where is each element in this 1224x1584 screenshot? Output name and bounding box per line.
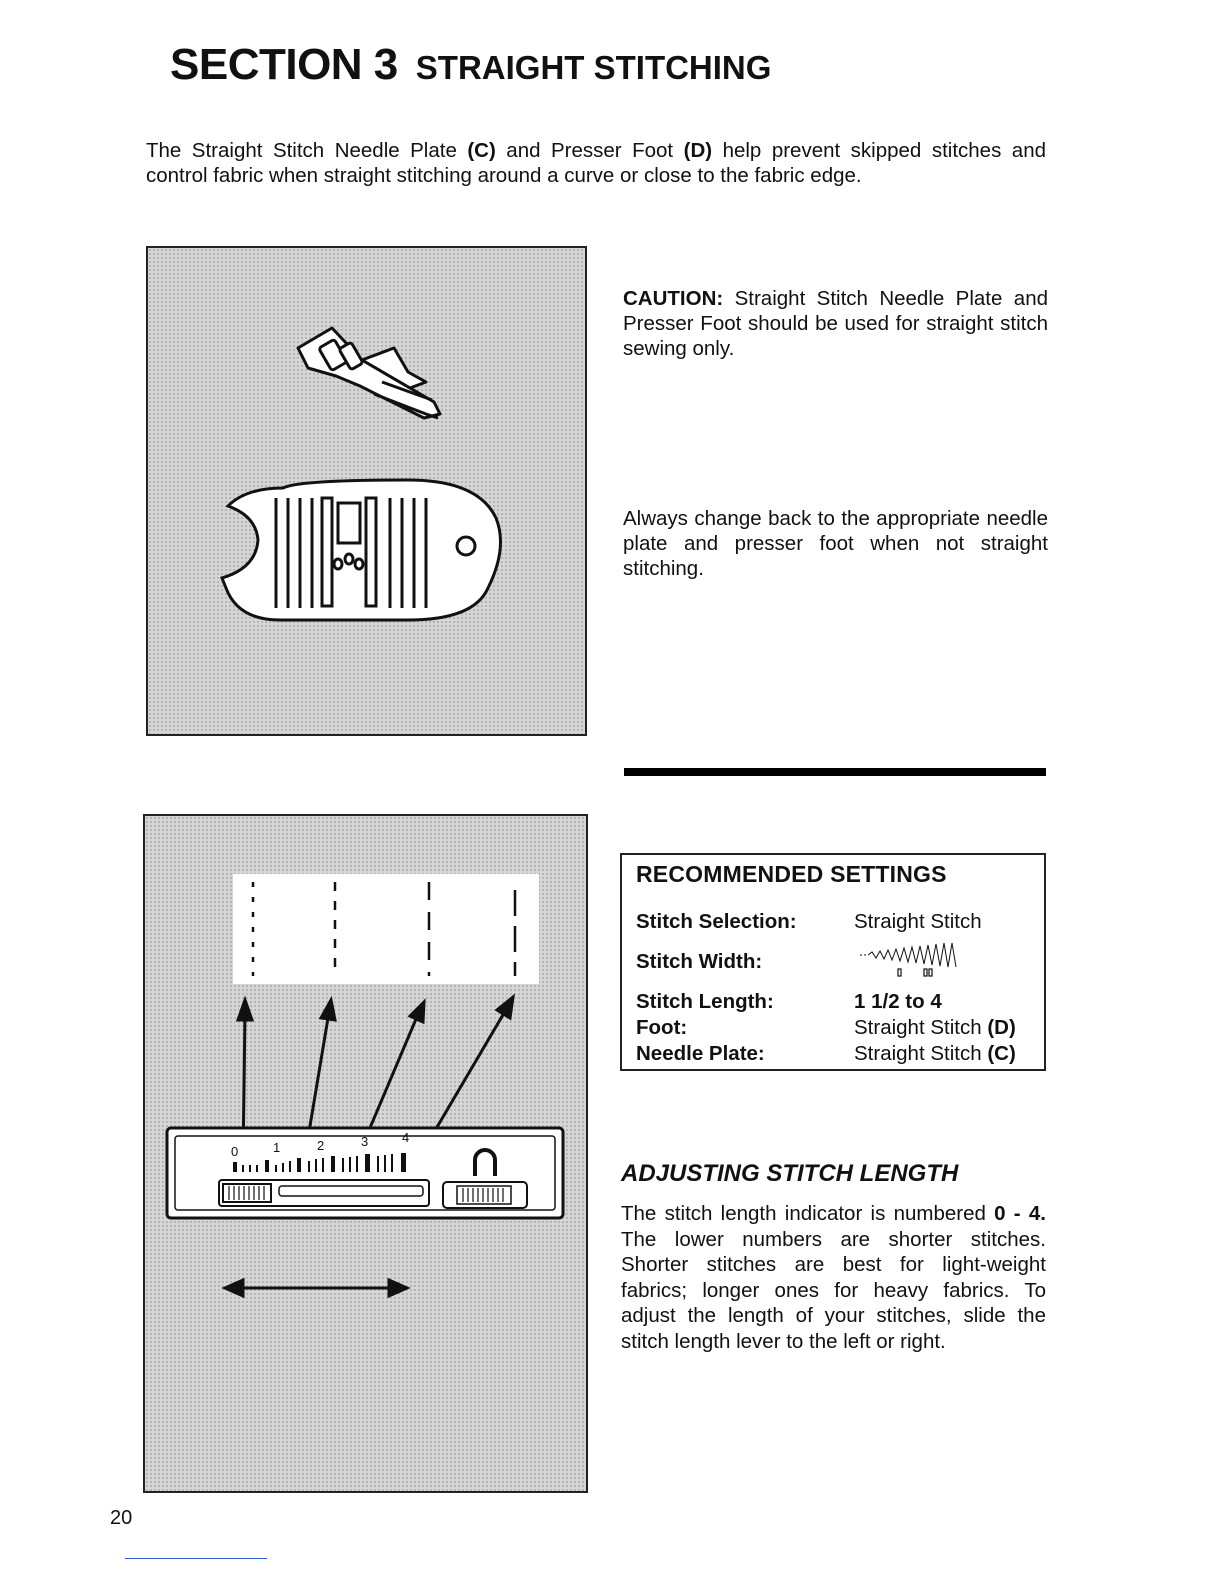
needle-plate-label: Needle Plate: [636,1042,765,1065]
intro-text: and Presser Foot [495,139,684,162]
dial-number-1: 1 [273,1140,281,1155]
settings-title: RECOMMENDED SETTINGS [636,861,947,887]
intro-code-d: (D) [683,139,713,162]
stitch-width-label: Stitch Width: [636,950,763,973]
section-heading [170,40,771,90]
needle-plate-value-text: Straight Stitch [854,1042,988,1065]
stitch-selection-value: Straight Stitch [854,910,982,933]
adjusting-text: The stitch length indicator is numbered [621,1202,995,1225]
foot-code: (D) [987,1016,1016,1039]
section-number: SECTION 3 [170,40,398,89]
dial-number-3: 3 [361,1134,369,1149]
recommended-settings-box [620,853,1046,1071]
dial-number-4: 4 [402,1130,410,1145]
divider-bar [624,768,1046,776]
parts-drawing [148,248,585,734]
adjusting-paragraph [621,1201,1046,1354]
caution-note [623,286,1048,361]
adjusting-range: 0 - 4. [994,1202,1046,1225]
caution-text: Straight Stitch Needle Plate and Presser Foot should be used for straight stitch sewing only. [623,287,1048,360]
foot-value [854,1016,1016,1040]
dial-housing [167,1128,563,1218]
dial-number-2: 2 [317,1138,325,1153]
intro-text: help prevent skipped stitches and control fabric when straight stitching around a curve or close to the fabric edge. [146,139,1047,187]
section-title: STRAIGHT STITCHING [415,49,772,86]
foot-value-text: Straight Stitch [854,1016,988,1039]
presser-foot-icon [298,328,440,418]
stitch-length-dial-illustration [143,814,588,1493]
footer-line [125,1558,267,1559]
stitch-length-value: 1 1/2 to 4 [854,990,942,1013]
slide-direction-arrow-icon [225,1280,407,1296]
adjusting-heading: ADJUSTING STITCH LENGTH [621,1160,959,1187]
stitch-length-label: Stitch Length: [636,990,774,1013]
needle-plate-icon [222,480,501,620]
needle-plate-value [854,1042,1016,1066]
dial-number-0: 0 [231,1144,239,1159]
presser-foot-needle-plate-illustration [146,246,587,736]
stitch-width-icon [858,939,968,979]
stitch-selection-label: Stitch Selection: [636,910,797,933]
dial-drawing [145,816,586,1491]
intro-paragraph [146,138,1046,188]
stitch-sample-area [233,874,539,984]
reminder-note: Always change back to the appropriate needle plate and presser foot when not straight stitching. [623,507,1048,580]
foot-label: Foot: [636,1016,688,1039]
page-number: 20 [110,1507,133,1529]
intro-code-c: (C) [467,139,496,162]
intro-text: The Straight Stitch Needle Plate [146,139,468,162]
needle-plate-code: (C) [987,1042,1016,1065]
adjusting-text: The lower numbers are shorter stitches. Shorter stitches are best for light-weight fabrics; longer ones for heavy fabrics. To adjust the length of your stitches, slide the stitch length lever to the left or right. [621,1227,1046,1353]
caution-label: CAUTION: [623,287,724,310]
